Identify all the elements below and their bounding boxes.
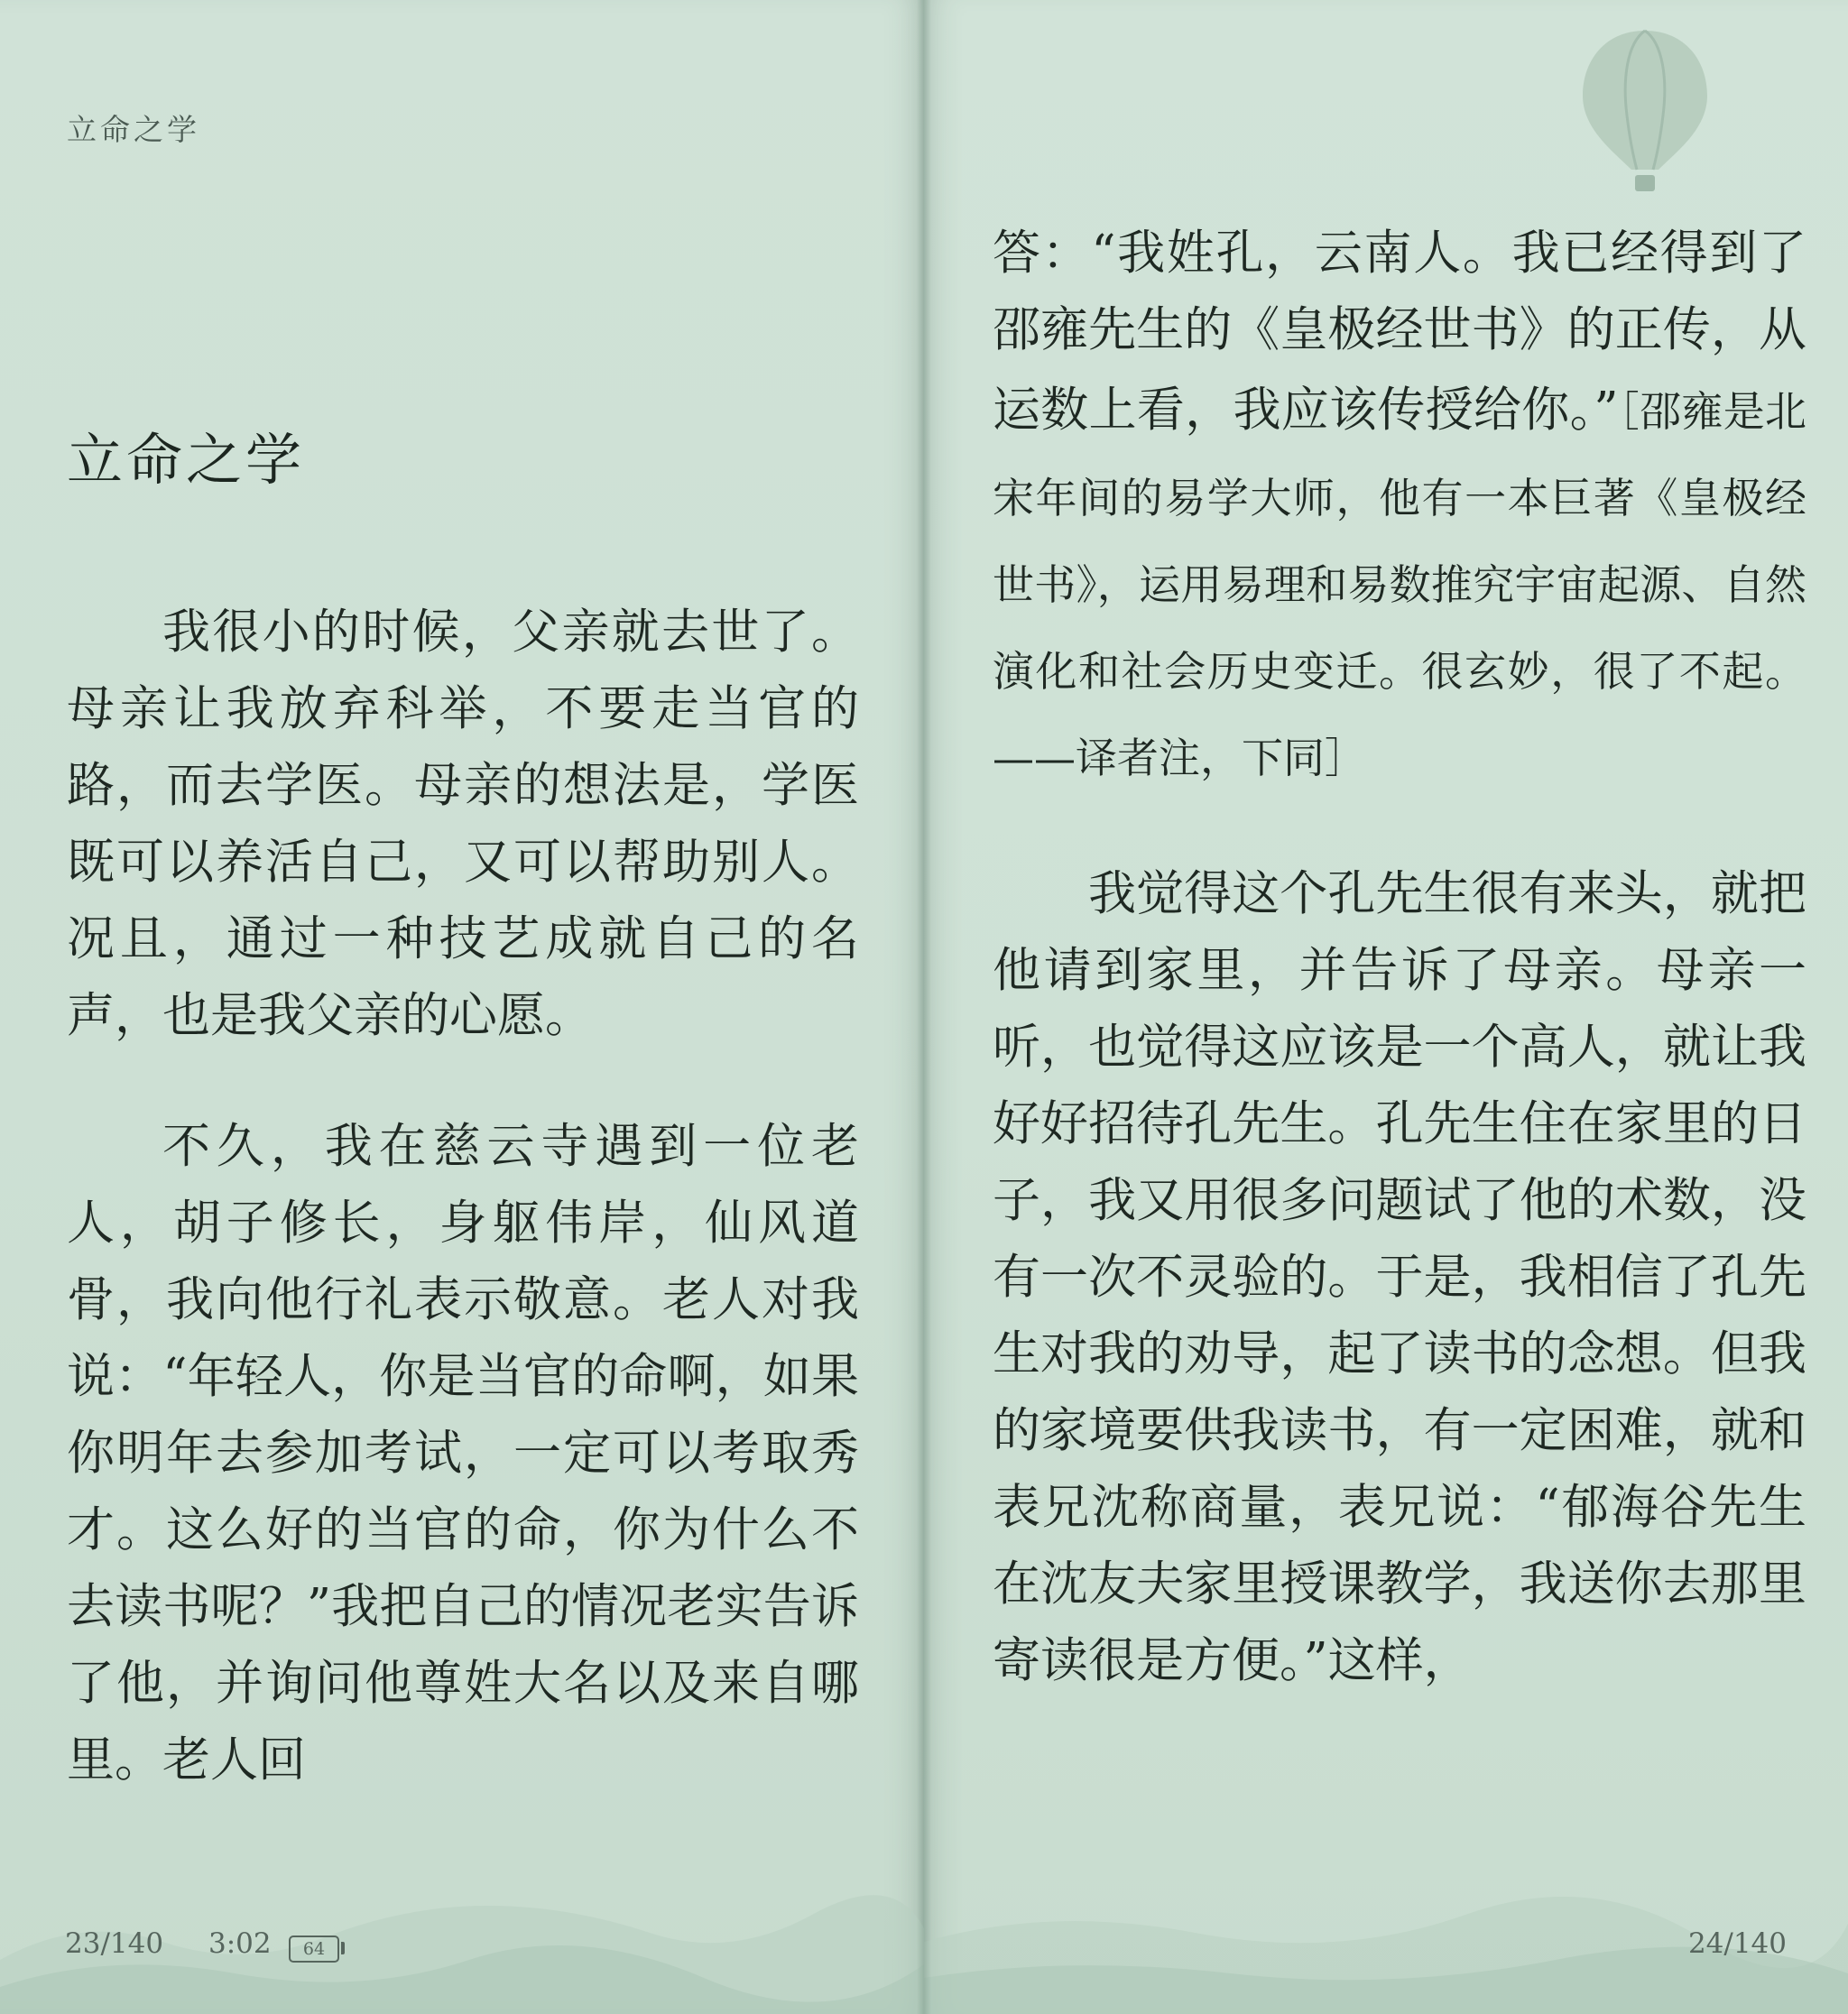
page-number-left: 23/140 [65,1927,164,1960]
battery-tip [341,1942,345,1954]
paragraph-continuation [993,215,1806,801]
paragraph: 不久，我在慈云寺遇到一位老人，胡子修长，身躯伟岸，仙风道骨，我向他行礼表示敬意。老人对我说：“年轻人，你是当官的命啊，如果你明年去参加考试，一定可以考取秀才。这么好的当官的命，你为什么不去读书呢？”我把自己的情况老实告诉了他，并询问他尊姓大名以及来自哪里。老人回 [67,1119,859,1788]
paragraph: 我很小的时候，父亲就去世了。母亲让我放弃科举，不要走当官的路，而去学医。母亲的想法是，学医既可以养活自己，又可以帮助别人。况且，通过一种技艺成就自己的名声，也是我父亲的心愿。 [67,605,859,1043]
continuation-text: 答：“我姓孔，云南人。我已经得到了邵雍先生的《皇极经世书》的正传，从运数上看，我应该传授给你。” [993,226,1806,438]
left-page-body [67,594,859,1852]
page-number-right: 24/140 [1687,1927,1787,1960]
paragraph: 我觉得这个孔先生很有来头，就把他请到家里，并告诉了母亲。母亲一听，也觉得这应该是一个高人，就让我好好招待孔先生。孔先生住在家里的日子，我又用很多问题试了他的术数，没有一次不灵验的。于是，我相信了孔先生对我的劝导，起了读书的念想。但我的家境要供我读书，有一定困难，就和表兄沈称商量，表兄说：“郁海谷先生在沈友夫家里授课教学，我送你去那里寄读很是方便。”这样， [993,866,1806,1688]
chapter-title: 立命之学 [67,427,306,493]
hot-air-balloon-icon [1577,25,1713,197]
battery-level: 64 [302,1939,326,1959]
book-spine [917,0,931,2014]
battery-icon [289,1935,339,1963]
clock: 3:02 [208,1927,272,1960]
right-page[interactable] [924,0,1848,2014]
right-page-body [993,215,1806,1753]
running-header: 立命之学 [67,112,200,147]
translator-note: ［邵雍是北宋年间的易学大师，他有一本巨著《皇极经世书》，运用易理和易数推究宇宙起源、自然演化和社会历史变迁。很玄妙，很了不起。——译者注，下同］ [993,387,1806,782]
